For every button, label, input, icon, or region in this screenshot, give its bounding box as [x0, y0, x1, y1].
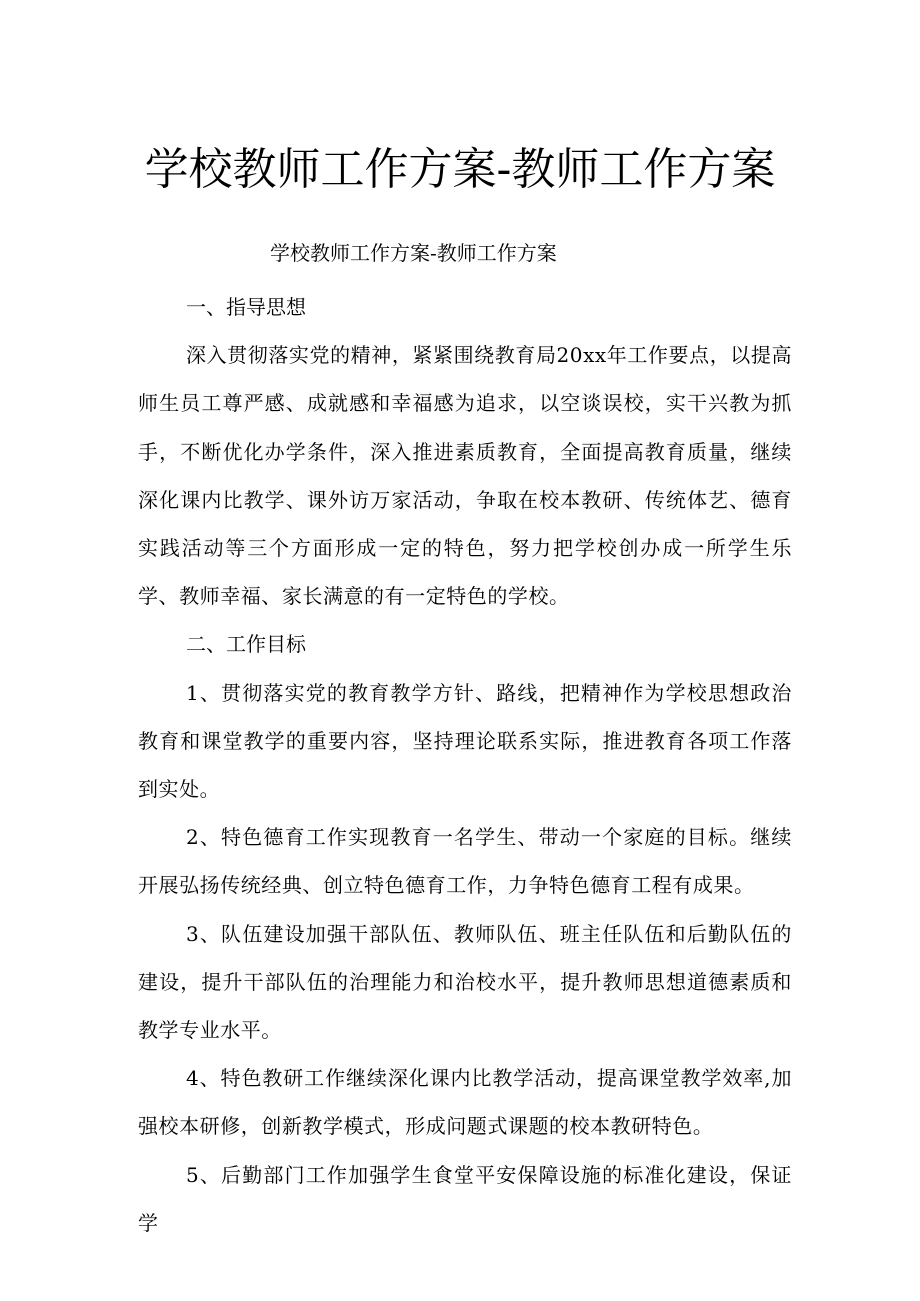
paragraph: 4、特色教研工作继续深化课内比教学活动，提高课堂教学效率,加强校本研修，创新教学模式，形成问题式课题的校本教研特色。 [138, 1066, 792, 1139]
section-heading-work-goals: 二、工作目标 [186, 632, 306, 657]
paragraph: 2、特色德育工作实现教育一名学生、带动一个家庭的目标。继续开展弘扬传统经典、创立特色德育工作，力争特色德育工程有成果。 [138, 825, 792, 898]
paragraph: 3、队伍建设加强干部队伍、教师队伍、班主任队伍和后勤队伍的建设，提升干部队伍的治理能力和治校水平，提升教师思想道德素质和教学专业水平。 [138, 921, 792, 1043]
document-body [138, 283, 792, 1247]
section-heading-guiding-thought: 一、指导思想 [186, 295, 306, 319]
paragraph: 5、后勤部门工作加强学生食堂平安保障设施的标准化建设，保证学 [138, 1162, 792, 1235]
document-title: 学校教师工作方案-教师工作方案 [144, 144, 776, 195]
document-subtitle: 学校教师工作方案-教师工作方案 [270, 241, 557, 265]
paragraph: 深入贯彻落实党的精神，紧紧围绕教育局20xx年工作要点，以提高师生员工尊严感、成就感和幸福感为追求，以空谈误校，实干兴教为抓手，不断优化办学条件，深入推进素质教育，全面提高教育质量，继续深化课内比教学、课外访万家活动，争取在校本教研、传统体艺、德育实践活动等三个方面形成一定的特色，努力把学校创办成一所学生乐学、教师幸福、家长满意的有一定特色的学校。 [138, 343, 792, 609]
paragraph: 1、贯彻落实党的教育教学方针、路线，把精神作为学校思想政治教育和课堂教学的重要内容，坚持理论联系实际，推进教育各项工作落到实处。 [138, 680, 792, 802]
